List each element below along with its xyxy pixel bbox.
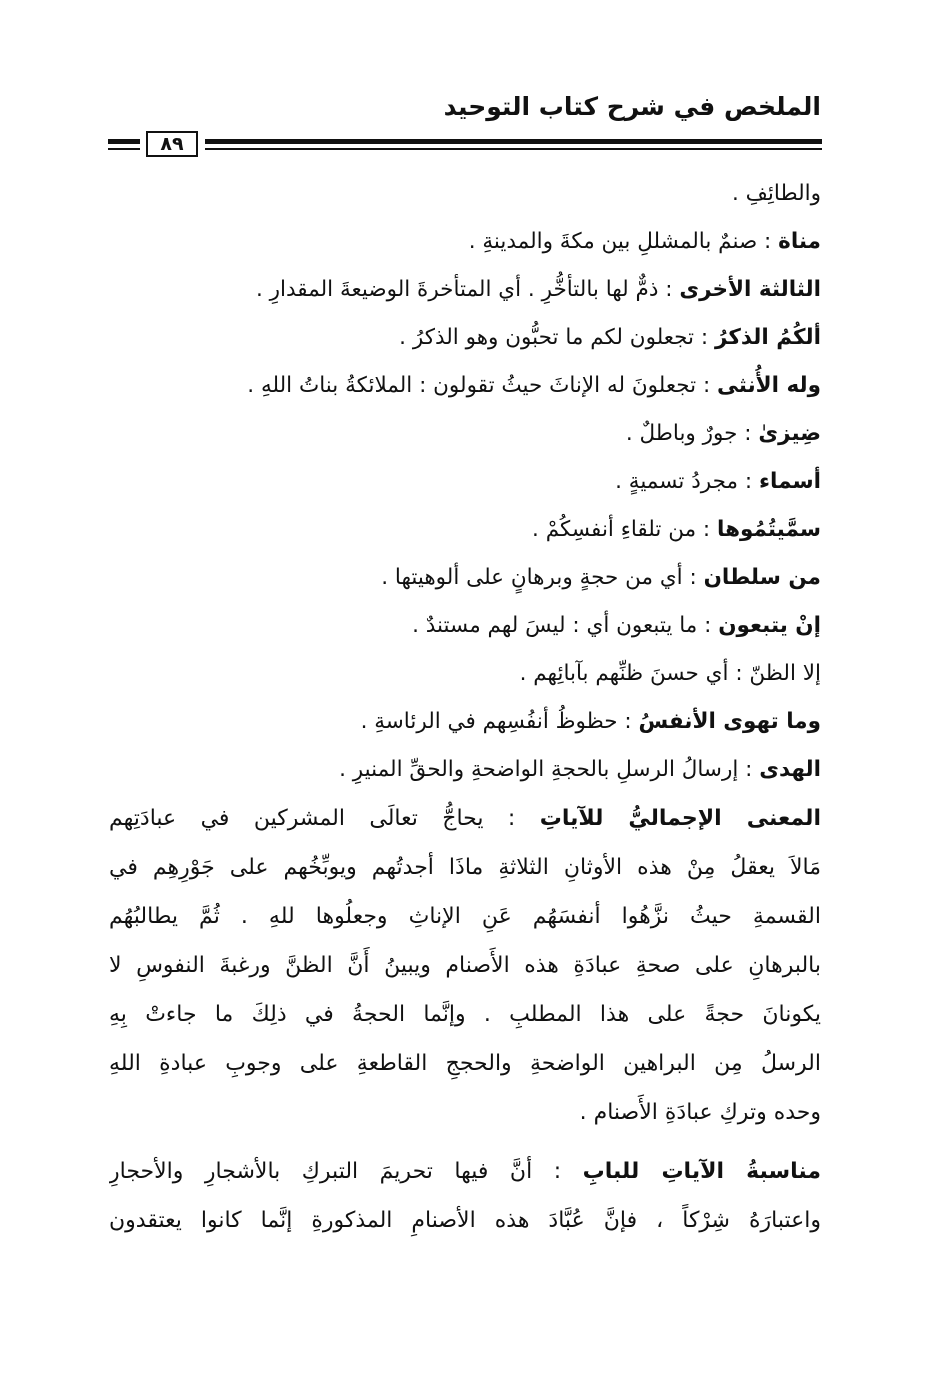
section-heading: مناسبةُ الآياتِ للبابِ [582, 1159, 821, 1184]
text-line [109, 458, 821, 506]
glossary-term: مناة [778, 229, 821, 254]
glossary-text: : من تلقاءِ أنفسِكُمْ . [532, 517, 711, 542]
glossary-term: الهدى [759, 757, 821, 782]
text-line [109, 506, 821, 554]
header-rule-left-thin [108, 148, 140, 150]
glossary-text: : مجردُ تسميةٍ . [615, 469, 753, 494]
glossary-text: : حظوظُ أنفُسِهم في الرئاسةِ . [360, 709, 632, 734]
header-rule-thick [205, 139, 822, 144]
header-rule-left-thick [108, 139, 140, 144]
glossary-text: والطائِفِ . [731, 181, 821, 206]
relevance-paragraph [109, 1147, 821, 1245]
text-line [109, 362, 821, 410]
glossary-text: : تجعلونَ له الإناثَ حيثُ تقولون : الملائكةُ بناتُ اللهِ . [247, 373, 711, 398]
glossary-term: أسماء [759, 469, 821, 494]
glossary-text: : ما يتبعون أي : ليسَ لهم مستندٌ . [412, 613, 712, 638]
glossary-text: : ذمٌّ لها بالتأخُّرِ . أي المتأخرةَ الوضيعةَ المقدارِ . [255, 277, 673, 302]
glossary-term: وما تهوى الأنفسُ [638, 709, 821, 734]
text-line [109, 314, 821, 362]
running-title: الملخص في شرح كتاب التوحيد [443, 92, 821, 121]
glossary-term: سمَّيتُمُوها [717, 517, 821, 542]
section-heading: المعنى الإجماليُّ للآياتِ [539, 806, 821, 831]
text-line [109, 698, 821, 746]
glossary-text: : إرسالُ الرسلِ بالحجةِ الواضحةِ والحقِّ المنيرِ . [339, 757, 753, 782]
glossary-term: ضِيزىٰ [758, 421, 821, 446]
page-number: ٨٩ [146, 131, 198, 157]
text-line [109, 650, 821, 698]
general-meaning-paragraph [109, 794, 821, 1137]
glossary-text: : تجعلون لكم ما تحبُّون وهو الذكرُ . [399, 325, 709, 350]
text-line [109, 602, 821, 650]
text-line [109, 746, 821, 794]
text-line [109, 170, 821, 218]
paragraph-line [109, 794, 821, 843]
paragraph-line [109, 1147, 821, 1196]
header-rule-thin [205, 148, 822, 150]
paragraph-line: واعتبارَهُ شِرْكاً ، فإنَّ عُبَّادَ هذه الأصنامِ المذكورةِ إنَّما كانوا يعتقدون [109, 1208, 821, 1233]
text-line [109, 554, 821, 602]
glossary-term: الثالثة الأخرى [679, 277, 821, 302]
paragraph-line: القسمةِ حيثُ نزَّهُوا أنفسَهُم عَنِ الإناثِ وجعلُوها للهِ . ثُمَّ يطالبُهُم [109, 904, 821, 929]
glossary-text: : صنمٌ بالمشللِ بين مكةَ والمدينةِ . [468, 229, 772, 254]
glossary-term: إنْ يتبعون [718, 613, 821, 638]
text-line [109, 410, 821, 458]
glossary-text: : جورٌ وباطلٌ . [625, 421, 752, 446]
paragraph-text: : يحاجُّ تعالَى المشركين في عبادَتِهم [109, 806, 516, 831]
glossary-term: ألكُمُ الذكرُ [714, 325, 821, 350]
paragraph-gap [109, 1137, 821, 1147]
text-line [109, 218, 821, 266]
paragraph-line: الرسلُ مِن البراهين الواضحةِ والحججِ القاطعةِ على وجوبِ عبادةِ اللهِ [109, 1051, 821, 1076]
glossary-term: من سلطان [703, 565, 821, 590]
paragraph-line: بالبرهانِ على صحةِ عبادَةِ هذه الأَصنام ويبينُ أَنَّ الظنَّ ورغبةَ النفوسِ لا [109, 953, 821, 978]
glossary-text: إلا الظنّ : أي حسنَ ظنِّهم بآبائِهم . [519, 661, 821, 686]
paragraph-line: مَالاَ يعقلُ مِنْ هذه الأوثانِ الثلاثةِ ماذَا أجدتُهم ويوبِّخُهم على جَوْرِهِم في [109, 855, 821, 880]
paragraph-text: : أنَّ فيها تحريمَ التبركِ بالأشجارِ والأحجارِ [109, 1159, 562, 1184]
paragraph-line: وحده وتركِ عبادَةِ الأَصنام . [579, 1100, 821, 1125]
page-body [109, 170, 821, 1245]
glossary-text: : أي من حجةٍ وبرهانٍ على ألوهيتها . [381, 565, 697, 590]
glossary-term: وله الأُنثى [717, 373, 821, 398]
text-line [109, 266, 821, 314]
paragraph-line: يكونانَ حجةً على هذا المطلبِ . وإنَّما الحجةُ في ذلِكَ ما جاءتْ بِهِ [109, 1002, 821, 1027]
